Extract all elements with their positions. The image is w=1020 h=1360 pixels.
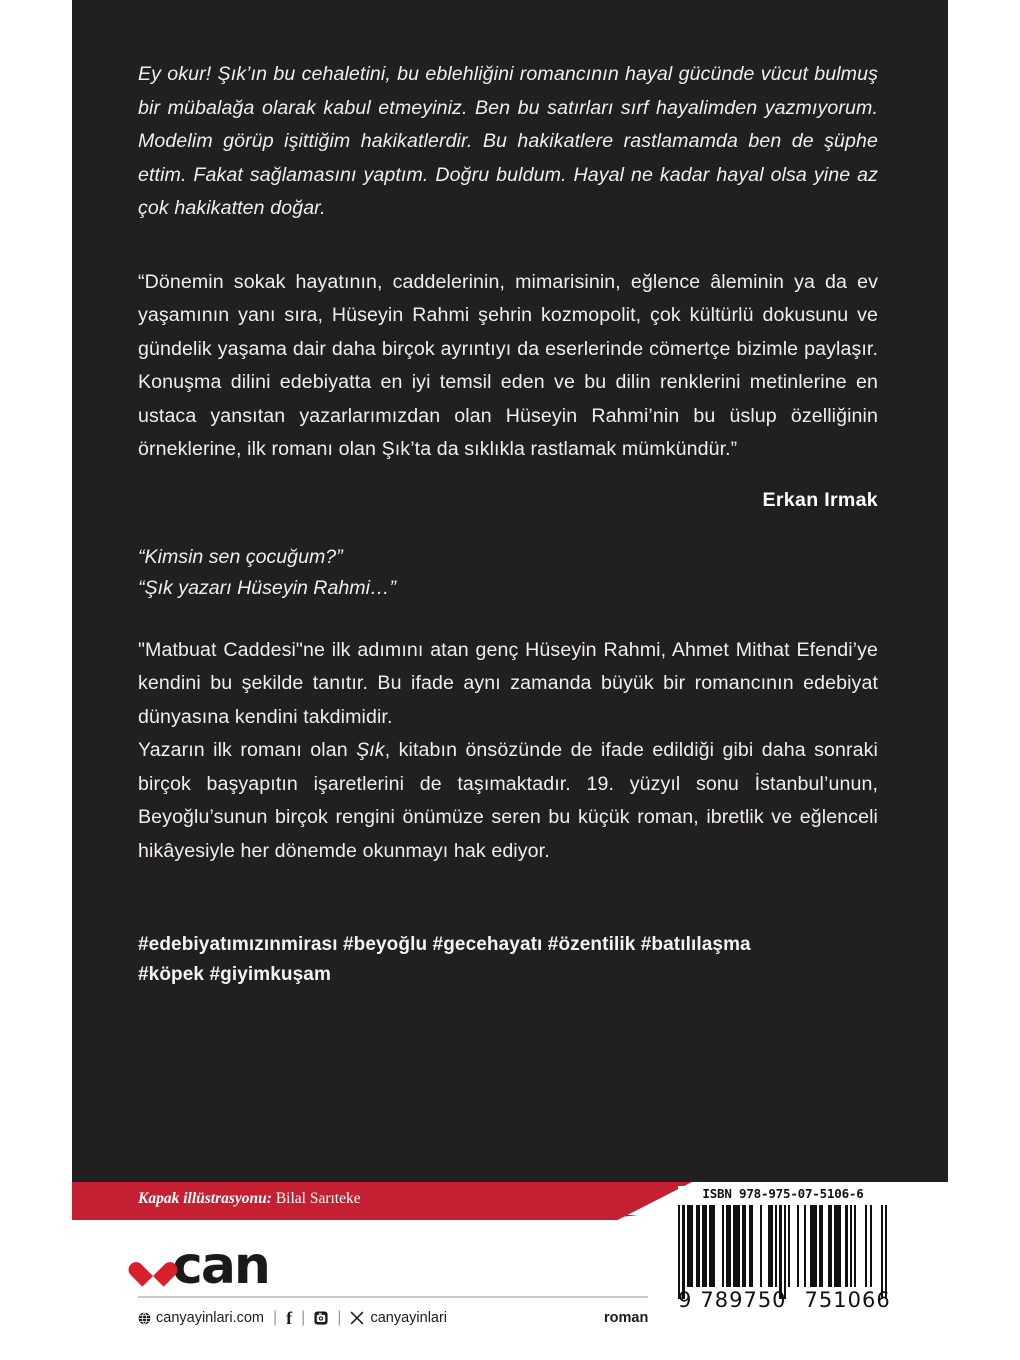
hashtags-line-2: #köpek #giyimkuşam — [138, 964, 331, 985]
separator: | — [337, 1309, 342, 1326]
ean-lead-digit: 9 — [678, 1288, 693, 1312]
footer-divider — [138, 1296, 648, 1298]
illustration-credit-label: Kapak illüstrasyonu: — [138, 1190, 272, 1207]
barcode-digits — [678, 1288, 891, 1312]
book-title-inline: Şık — [356, 739, 385, 761]
ean-right-group: 751066 — [804, 1288, 891, 1312]
blurb-attribution: Erkan Irmak — [762, 488, 878, 511]
publisher-wordmark: can — [172, 1236, 269, 1296]
paragraph-3b-post: , kitabın önsözünde de ifade edildiği gibi daha sonraki birçok başyapıtın işaretlerini de taşımaktadır. 19. yüzyıl sonu İstanbul’unun, Beyoğlu’sunun birçok rengini önümüze seren bu küçük roman, ibretlik ve eğlenceli hikâyesiyle her dönemde okunmayı hak ediyor. — [138, 739, 878, 862]
dialogue-line-2: “Şık yazarı Hüseyin Rahmi…” — [138, 576, 397, 599]
hashtags-line-1: #edebiyatımızınmirası #beyoğlu #gecehayatı #özentilik #batılılaşma — [138, 934, 751, 955]
dialogue-line-1: “Kimsin sen çocuğum?” — [138, 545, 343, 568]
separator: | — [273, 1309, 278, 1326]
publisher-logo — [138, 1234, 658, 1296]
separator: | — [301, 1309, 306, 1326]
genre-label: roman — [604, 1310, 649, 1326]
publisher-website[interactable]: canyayinlari.com — [156, 1310, 264, 1326]
publisher-logo-block — [138, 1234, 658, 1298]
instagram-icon[interactable] — [314, 1311, 328, 1325]
blurb-paragraph-3a: "Matbuat Caddesi"ne ilk adımını atan genç Hüseyin Rahmi, Ahmet Mithat Efendi’ye kendini bu şekilde tanıtır. Bu ifade aynı zamanda büyük bir romancının edebiyat dünyasına kendini takdimidir. — [138, 638, 878, 728]
illustrator-name: Bilal Sarıteke — [275, 1190, 361, 1207]
spacer — [138, 512, 878, 542]
ean-left-group: 789750 — [700, 1288, 787, 1312]
isbn-text: ISBN 978-975-07-5106-6 — [702, 1186, 864, 1201]
blurb-paragraph-1: Ey okur! Şık’ın bu cehaletini, bu eblehliğini romancının hayal gücünde vücut bulmuş bir mübalağa olarak kabul etmeyiniz. Ben bu satırları sırf hayalimden yazmıyorum. Modelim görüp işittiğim hakikatlerdir. Bu hakikatlere rastlamamda ben de şüphe ettim. Fakat sağlamasını yaptım. Doğru buldum. Hayal ne kadar hayal olsa yine az çok hakikatten doğar. — [138, 63, 878, 219]
cover-black-panel — [72, 0, 948, 1182]
publisher-social-row — [138, 1309, 447, 1327]
barcode-block — [678, 1186, 891, 1326]
globe-icon — [138, 1312, 151, 1325]
spacer — [138, 604, 878, 634]
blurb-paragraph-3b — [138, 734, 878, 868]
facebook-icon[interactable]: f — [286, 1308, 293, 1328]
spacer — [138, 226, 878, 266]
publisher-x-handle[interactable]: canyayinlari — [370, 1310, 448, 1326]
blurb-text-column — [138, 58, 878, 990]
heart-icon — [138, 1252, 168, 1279]
illustration-credit — [138, 1190, 361, 1208]
x-twitter-icon[interactable] — [350, 1311, 364, 1325]
blurb-paragraph-2: “Dönemin sokak hayatının, caddelerinin, mimarisinin, eğlence âleminin ya da ev yaşamının yanı sıra, Hüseyin Rahmi şehrin kozmopolit, çok kültürlü dokusunu ve gündelik yaşama dair daha birçok ayrıntıyı da eserlerinde cömertçe bizimle paylaşır. Konuşma dilini edebiyatta en iyi temsil eden ve bu dilin renklerini metinlerine en ustaca yansıtan yazarlarımızdan olan Hüseyin Rahmi’nin bu üslup özelliğinin örneklerine, ilk romanı olan Şık’ta da sıklıkla rastlamak mümkündür.” — [138, 270, 878, 460]
paragraph-3b-pre: Yazarın ilk romanı olan — [138, 739, 357, 761]
barcode-bars — [678, 1205, 888, 1287]
spacer — [138, 868, 878, 930]
